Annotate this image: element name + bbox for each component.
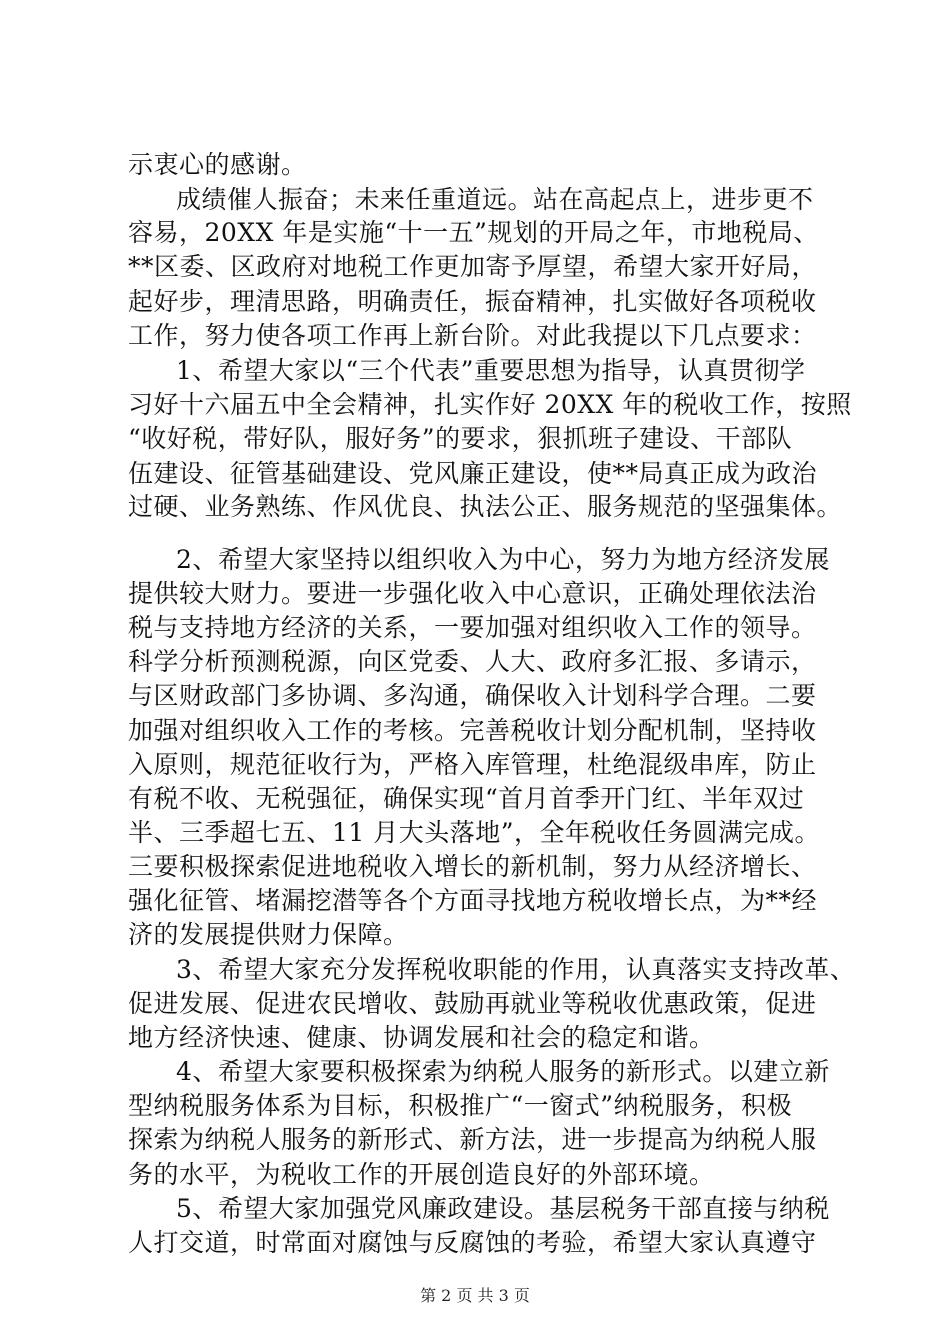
text-line: 加强对组织收入工作的考核。完善税收计划分配机制，坚持收 [128,716,817,745]
text-line: 5、希望大家加强党风廉政建设。基层税务干部直接与纳税 [176,1194,830,1223]
text-line: 习好十六届五中全会精神，扎实作好 20XX 年的税收工作，按照 [128,390,852,419]
text-line: 容易，20XX 年是实施“十一五”规划的开局之年，市地税局、 [128,218,819,247]
text-line: 成绩催人振奋；未来任重道远。站在高起点上，进步更不 [176,185,814,214]
text-line: 提供较大财力。要进一步强化收入中心意识，正确处理依法治 [128,579,817,608]
text-line: 示衷心的感谢。 [128,150,307,179]
text-line: “收好税，带好队，服好务”的要求，狠抓班子建设、干部队 [128,424,793,453]
text-line: 型纳税服务体系为目标，积极推广“一窗式”纳税服务，积极 [128,1091,793,1120]
text-line: 4、希望大家要积极探索为纳税人服务的新形式。以建立新 [176,1057,830,1086]
text-line: 入原则，规范征收行为，严格入库管理，杜绝混级串库，防止 [128,750,817,779]
text-line: 与区财政部门多协调、多沟通，确保收入计划科学合理。二要 [128,681,817,710]
text-line: 强化征管、堵漏挖潜等各个方面寻找地方税收增长点，为**经 [128,886,818,915]
text-line: 促进发展、促进农民增收、鼓励再就业等税收优惠政策，促进 [128,989,817,1018]
text-line: 1、希望大家以“三个代表”重要思想为指导，认真贯彻学 [176,356,806,385]
page-footer: 第 2 页 共 3 页 [420,1286,530,1305]
text-line: 三要积极探索促进地税收入增长的新机制，努力从经济增长、 [128,852,817,881]
text-line: 伍建设、征管基础建设、党风廉正建设，使**局真正成为政治 [128,459,818,488]
text-line: 3、希望大家充分发挥税收职能的作用，认真落实支持改革、 [176,955,856,984]
text-line: 科学分析预测税源，向区党委、人大、政府多汇报、多请示， [128,647,817,676]
text-line: 探索为纳税人服务的新形式、新方法，进一步提高为纳税人服 [128,1125,817,1154]
text-line: **区委、区政府对地税工作更加寄予厚望，希望大家开好局， [128,252,818,281]
text-line: 有税不收、无税强征，确保实现“首月首季开门红、半年双过 [128,784,805,813]
text-line: 起好步，理清思路，明确责任，振奋精神，扎实做好各项税收 [128,287,817,316]
text-line: 半、三季超七五、11 月大头落地”，全年税收任务圆满完成。 [128,818,821,847]
text-line: 2、希望大家坚持以组织收入为中心，努力为地方经济发展 [176,545,830,574]
text-line: 税与支持地方经济的关系，一要加强对组织收入工作的领导。 [128,613,817,642]
text-line: 过硬、业务熟练、作风优良、执法公正、服务规范的坚强集体。 [128,492,843,521]
text-line: 工作，努力使各项工作再上新台阶。对此我提以下几点要求： [128,321,817,350]
text-line: 务的水平，为税收工作的开展创造良好的外部环境。 [128,1160,715,1189]
text-line: 人打交道，时常面对腐蚀与反腐蚀的考验，希望大家认真遵守 [128,1228,817,1257]
text-line: 地方经济快速、健康、协调发展和社会的稳定和谐。 [128,1023,715,1052]
text-line: 济的发展提供财力保障。 [128,920,409,949]
